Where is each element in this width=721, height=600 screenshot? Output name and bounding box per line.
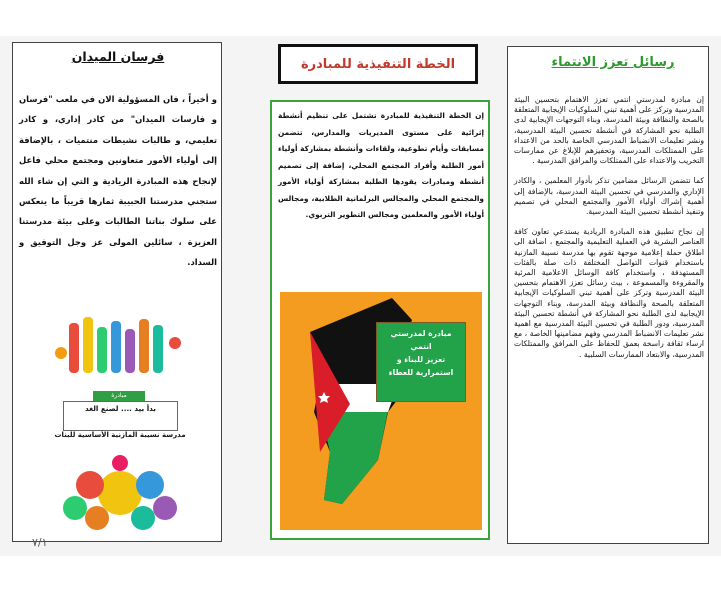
initiative-line: تعزيز للبناء و bbox=[396, 355, 446, 364]
paragraph: إن نجاح تطبيق هذه المبادرة الريادية يستدعي تعاون كافة العناصر البشرية في العملية التعليمية والمجتمع ، اضافة الى اطلاق حملة إعلامية موجهة تقوم بها مدرسة نسيبة المازنية باستخدام قنوات التواصل المختلفة ذات صلة بالفئات المستهدفة ، واستخدام كافة الوسائل الاعلامية المرئية والمقروءة والمسموعة ، بيث رسائل تعزز الاهتمام بتحسين البيئة المدرسية وتركز على أهمية تبني السلوكيات الإيجابية المتعلقة بالصحة والنظافة وبيئة المدرسة، وبناء التوجهات الإيجابية لدى الطلبة نحو المشاركة في أنشطة تحسين البيئة المدرسية، ودور الطلبة في تحسين البيئة المدرسية مع اهمية نشر تعليمات الانضباط المدرسي وفهم مضامينها الخاصة ، مع ارساء ثقافة راسخة بعمق للحفاظ على المرافق والممتلكات المدرسية، والابتعاد الممارسات السلبية . bbox=[514, 227, 704, 359]
paragraph: كما تتضمن الرسائل مضامين تذكر بأدوار المعلمين ، والكادر الإداري والمدرسي في تحسين البيئة المدرسية، بالإضافة إلى أهمية إشراك أولياء الأمور والمجتمع المحلي في تصميم وتنفيذ أنشطة تحسين البيئة المدرسية. bbox=[514, 176, 704, 217]
panel-body: إن الخطة التنفيذية للمبادرة تشتمل على تنظيم أنشطة إثرائية على مستوى المديريات والمدارس، تتضمن مسابقات وأيام تطوعية، ولقاءات وأنشطة بمشاركة أولياء أمور الطلبة وأفراد المجتمع المحلي، إضافة إلى تصميم أنشطة ومبادرات يقودها الطلبة بمشاركة أولياء الأمور والمجتمع المحلي والمجالس البرلمانية الطلابية، ومجالس أولياء الأمور والمعلمين ومجالس التطوير التربوي. bbox=[278, 111, 484, 219]
initiative-box bbox=[376, 322, 466, 402]
panel-belonging-messages bbox=[507, 46, 709, 544]
initiative-line: استمرارية للعطاء bbox=[388, 368, 454, 377]
green-frame bbox=[270, 100, 490, 540]
school-name: مدرسة نسيبة المازنية الأساسية للبنات bbox=[54, 431, 186, 439]
panel-body bbox=[514, 95, 704, 370]
initiative-line: مبادرة لمدرستي bbox=[390, 329, 452, 338]
panel-title: رسائل تعزز الانتماء bbox=[551, 55, 675, 70]
logo-caption: بدأ بيد .... لصنع الغد bbox=[84, 404, 157, 413]
page-number: ٧/١ bbox=[32, 536, 48, 549]
orange-image-block bbox=[280, 292, 482, 530]
initiative-line: انتمي bbox=[410, 342, 432, 351]
paragraph: إن مبادرة لمدرستي انتمي تعزز الاهتمام بتحسين البيئة المدرسية وتركز على أهمية تبني السلوكيات الإيجابية المتعلقة بالصحة والنظافة وبيئة المدرسة، وبناء التوجهات الإيجابية لدى الطلبة نحو المشاركة في أنشطة تحسين البيئة المدرسية، ونشر تعليمات الانضباط المدرسي الخاصة بالحد من الاعتداء على الممتلكات المدرسية، وتحفيزهم للإبلاغ عن ممارسات التخريب والاعتداء على الممتلكات والمرافق المدرسية . bbox=[514, 95, 704, 166]
logo-caption-box bbox=[63, 401, 178, 431]
panel-body: و أخيراً ، فان المسؤولية الان في ملعب "فرسان و فارسات الميدان" من كادر إداري، و كادر تعليمي، و طالبات نشيطات منتميات ، بالإضافة إلى أولياء الأمور متعاونين ومجتمع محلي فاعل لإنجاح هذه المبادرة الريادية و التي إن شاء الله ستجني مدرستنا الحبيبة ثمارها قريباً ما ينعكس على سلوك بناتنا الطالبات وعلى بيئة مدرستنا العزيزة ، سائلين المولى عز وجل التوفيق و السداد. bbox=[19, 94, 217, 268]
initiative-logo bbox=[35, 313, 205, 535]
panel-title: الخطة التنفيذية للمبادرة bbox=[278, 44, 478, 84]
panel-execution-plan bbox=[270, 44, 490, 540]
panel-title: فرسان الميدان bbox=[71, 49, 165, 64]
panel-field-knights bbox=[12, 42, 222, 542]
logo-ribbon: مبادرة bbox=[93, 391, 145, 401]
